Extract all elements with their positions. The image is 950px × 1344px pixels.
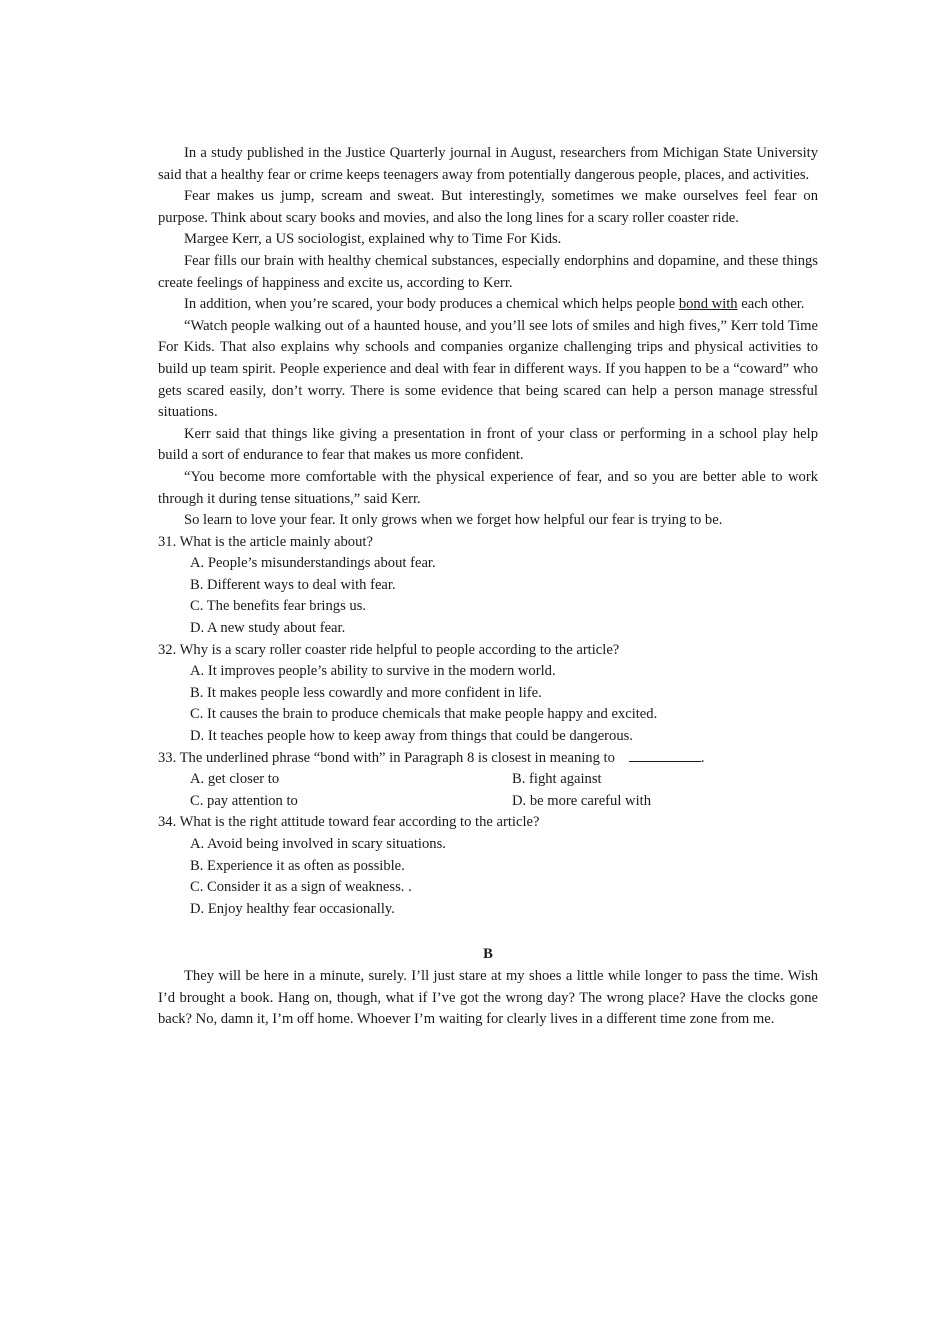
option-33-c: C. pay attention to	[190, 792, 298, 809]
question-31-options	[158, 553, 818, 639]
option-32-d: D. It teaches people how to keep away from things that could be dangerous.	[190, 728, 633, 745]
paragraph-3: Margee Kerr, a US sociologist, explained why to Time For Kids.	[184, 231, 562, 248]
paragraph-1: In a study published in the Justice Quarterly journal in August, researchers from Michigan State University said that a healthy fear or crime keeps teenagers away from potentially dangerous people, places, and activities.	[158, 145, 818, 183]
paragraph-5-before: In addition, when you’re scared, your body produces a chemical which helps people	[184, 296, 679, 313]
paragraph-6: “Watch people walking out of a haunted house, and you’ll see lots of smiles and high fives,” Kerr told Time For Kids. That also explains why schools and companies organize challenging trips and physical activities to build up team spirit. People experience and deal with fear in different ways. If you happen to be a “coward” who gets scared easily, don’t worry. There is some evidence that being scared can help a person manage stressful situations.	[158, 317, 818, 421]
paragraph-5	[158, 294, 818, 316]
paragraph-7: Kerr said that things like giving a presentation in front of your class or performing in a school play help build a sort of endurance to fear that makes us more confident.	[158, 425, 818, 464]
question-34-options	[158, 834, 818, 920]
paragraph-9: So learn to love your fear. It only grows when we forget how helpful our fear is trying to be.	[184, 512, 723, 529]
question-33-options	[158, 769, 818, 812]
paragraph-2: Fear makes us jump, scream and sweat. But interestingly, sometimes we make ourselves feel fear on purpose. Think about scary books and movies, and also the long lines for a scary roller coaster ride.	[158, 188, 818, 226]
option-33-a: A. get closer to	[190, 771, 280, 788]
paragraph-4: Fear fills our brain with healthy chemical substances, especially endorphins and dopamine, and these things create feelings of happiness and excite us, according to Kerr.	[158, 252, 818, 291]
question-34-stem: 34. What is the right attitude toward fear according to the article?	[158, 814, 540, 831]
option-34-a: A. Avoid being involved in scary situations.	[190, 836, 446, 852]
underlined-phrase: bond with	[678, 296, 738, 313]
option-32-b: B. It makes people less cowardly and more confident in life.	[190, 684, 542, 701]
option-32-c: C. It causes the brain to produce chemicals that make people happy and excited.	[190, 706, 658, 723]
option-31-c: C. The benefits fear brings us.	[190, 598, 367, 615]
option-row-33-2	[190, 791, 818, 813]
question-33-text: 33. The underlined phrase “bond with” in Paragraph 8 is closest in meaning to	[158, 749, 615, 766]
option-32-a: A. It improves people’s ability to survive in the modern world.	[190, 663, 556, 680]
option-31-a: A. People’s misunderstandings about fear.	[190, 555, 436, 572]
answer-blank	[629, 748, 701, 762]
option-34-b: B. Experience it as often as possible.	[190, 857, 405, 874]
paragraph-8: “You become more comfortable with the physical experience of fear, and so you are better able to work through it during tense situations,” said Kerr.	[158, 468, 818, 507]
option-31-b: B. Different ways to deal with fear.	[190, 576, 396, 593]
question-33-end: .	[700, 749, 705, 766]
option-row-33-1	[190, 769, 818, 791]
option-34-d: D. Enjoy healthy fear occasionally.	[190, 900, 395, 917]
option-31-d: D. A new study about fear.	[190, 620, 346, 637]
section-b-paragraph-1: They will be here in a minute, surely. I’ll just stare at my shoes a little while longer to pass the time. Wish I’d brought a book. Hang on, though, what if I’ve got the wrong day? The wrong place? Have the clocks gone back? No, damn it, I’m off home. Whoever I’m waiting for clearly lives in a different time zone from me.	[158, 967, 818, 1028]
document-page	[158, 143, 818, 1031]
question-32-options	[158, 661, 818, 747]
question-31-stem: 31. What is the article mainly about?	[158, 533, 373, 550]
paragraph-5-after: each other.	[737, 296, 805, 313]
option-33-d: D. be more careful with	[512, 792, 651, 809]
section-b-heading: B	[483, 946, 493, 963]
option-34-c: C. Consider it as a sign of weakness. .	[190, 879, 412, 896]
question-32-stem: 32. Why is a scary roller coaster ride helpful to people according to the article?	[158, 641, 620, 658]
option-33-b: B. fight against	[512, 771, 602, 788]
question-33-stem	[158, 748, 818, 770]
